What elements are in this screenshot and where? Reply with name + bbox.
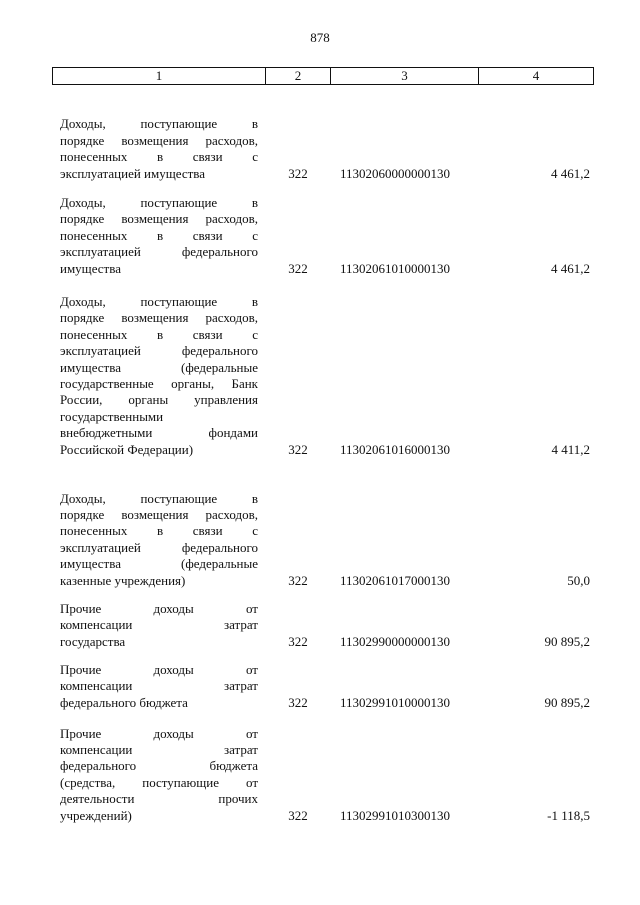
- description-line: компенсации затрат: [60, 741, 258, 757]
- description-line: деятельности прочих: [60, 791, 258, 807]
- description-line: Прочие доходы от: [60, 600, 258, 616]
- description-line: порядке возмещения расходов,: [60, 310, 258, 326]
- budget-classification-code: 11302990000000130: [340, 634, 451, 649]
- description-line: казенные учреждения): [60, 572, 186, 588]
- description-line: (средства, поступающие от: [60, 774, 258, 790]
- budget-classification-code: 11302061017000130: [340, 573, 451, 588]
- description-line: понесенных в связи с: [60, 523, 258, 539]
- admin-code: 322: [288, 442, 308, 457]
- column-header-2: 2: [266, 68, 331, 84]
- description-line: эксплуатацией федерального: [60, 343, 258, 359]
- budget-classification-code: 11302060000000130: [340, 166, 451, 181]
- description-line: компенсации затрат: [60, 678, 258, 694]
- description-line: Доходы, поступающие в: [60, 116, 258, 132]
- description-line: понесенных в связи с: [60, 227, 258, 243]
- amount: -1 118,5: [547, 808, 590, 823]
- description-line: Доходы, поступающие в: [60, 194, 258, 210]
- description-line: государственными: [60, 408, 164, 424]
- amount: 50,0: [567, 573, 590, 588]
- description-line: имущества: [60, 260, 121, 276]
- description-line: порядке возмещения расходов,: [60, 506, 258, 522]
- description-line: эксплуатацией федерального: [60, 244, 258, 260]
- column-header-1: 1: [53, 68, 266, 84]
- admin-code: 322: [288, 261, 308, 276]
- row-description: [60, 726, 258, 824]
- description-line: порядке возмещения расходов,: [60, 211, 258, 227]
- amount: 4 461,2: [551, 166, 590, 181]
- amount: 4 411,2: [551, 442, 590, 457]
- description-line: федерального бюджета: [60, 758, 258, 774]
- description-line: Доходы, поступающие в: [60, 293, 258, 309]
- description-line: федерального бюджета: [60, 694, 188, 710]
- column-header-4: 4: [532, 68, 540, 83]
- budget-classification-code: 11302061010000130: [340, 261, 451, 276]
- admin-code: 322: [288, 695, 308, 710]
- page-number: 878: [310, 30, 330, 45]
- budget-classification-code: 11302061016000130: [340, 442, 451, 457]
- budget-classification-code: 11302991010000130: [340, 695, 451, 710]
- description-line: понесенных в связи с: [60, 326, 258, 342]
- description-line: Прочие доходы от: [60, 725, 258, 741]
- description-line: компенсации затрат: [60, 617, 258, 633]
- description-line: России, органы управления: [60, 392, 258, 408]
- admin-code: 322: [288, 634, 308, 649]
- description-line: государственные органы, Банк: [60, 375, 258, 391]
- description-line: эксплуатацией имущества: [60, 165, 206, 181]
- description-line: порядке возмещения расходов,: [60, 132, 258, 148]
- admin-code: 322: [288, 166, 308, 181]
- description-line: государства: [60, 633, 126, 649]
- description-line: имущества (федеральные: [60, 556, 258, 572]
- admin-code: 322: [288, 573, 308, 588]
- description-line: Российской Федерации): [60, 441, 194, 457]
- budget-classification-code: 11302991010300130: [340, 808, 451, 823]
- description-line: Прочие доходы от: [60, 661, 258, 677]
- description-line: внебюджетными фондами: [60, 425, 258, 441]
- amount: 90 895,2: [544, 634, 590, 649]
- description-line: учреждений): [60, 807, 132, 823]
- description-line: Доходы, поступающие в: [60, 490, 258, 506]
- description-line: эксплуатацией федерального: [60, 539, 258, 555]
- column-header-3: 3: [331, 68, 479, 84]
- description-line: понесенных в связи с: [60, 149, 258, 165]
- description-line: имущества (федеральные: [60, 359, 258, 375]
- amount: 4 461,2: [551, 261, 590, 276]
- admin-code: 322: [288, 808, 308, 823]
- amount: 90 895,2: [544, 695, 590, 710]
